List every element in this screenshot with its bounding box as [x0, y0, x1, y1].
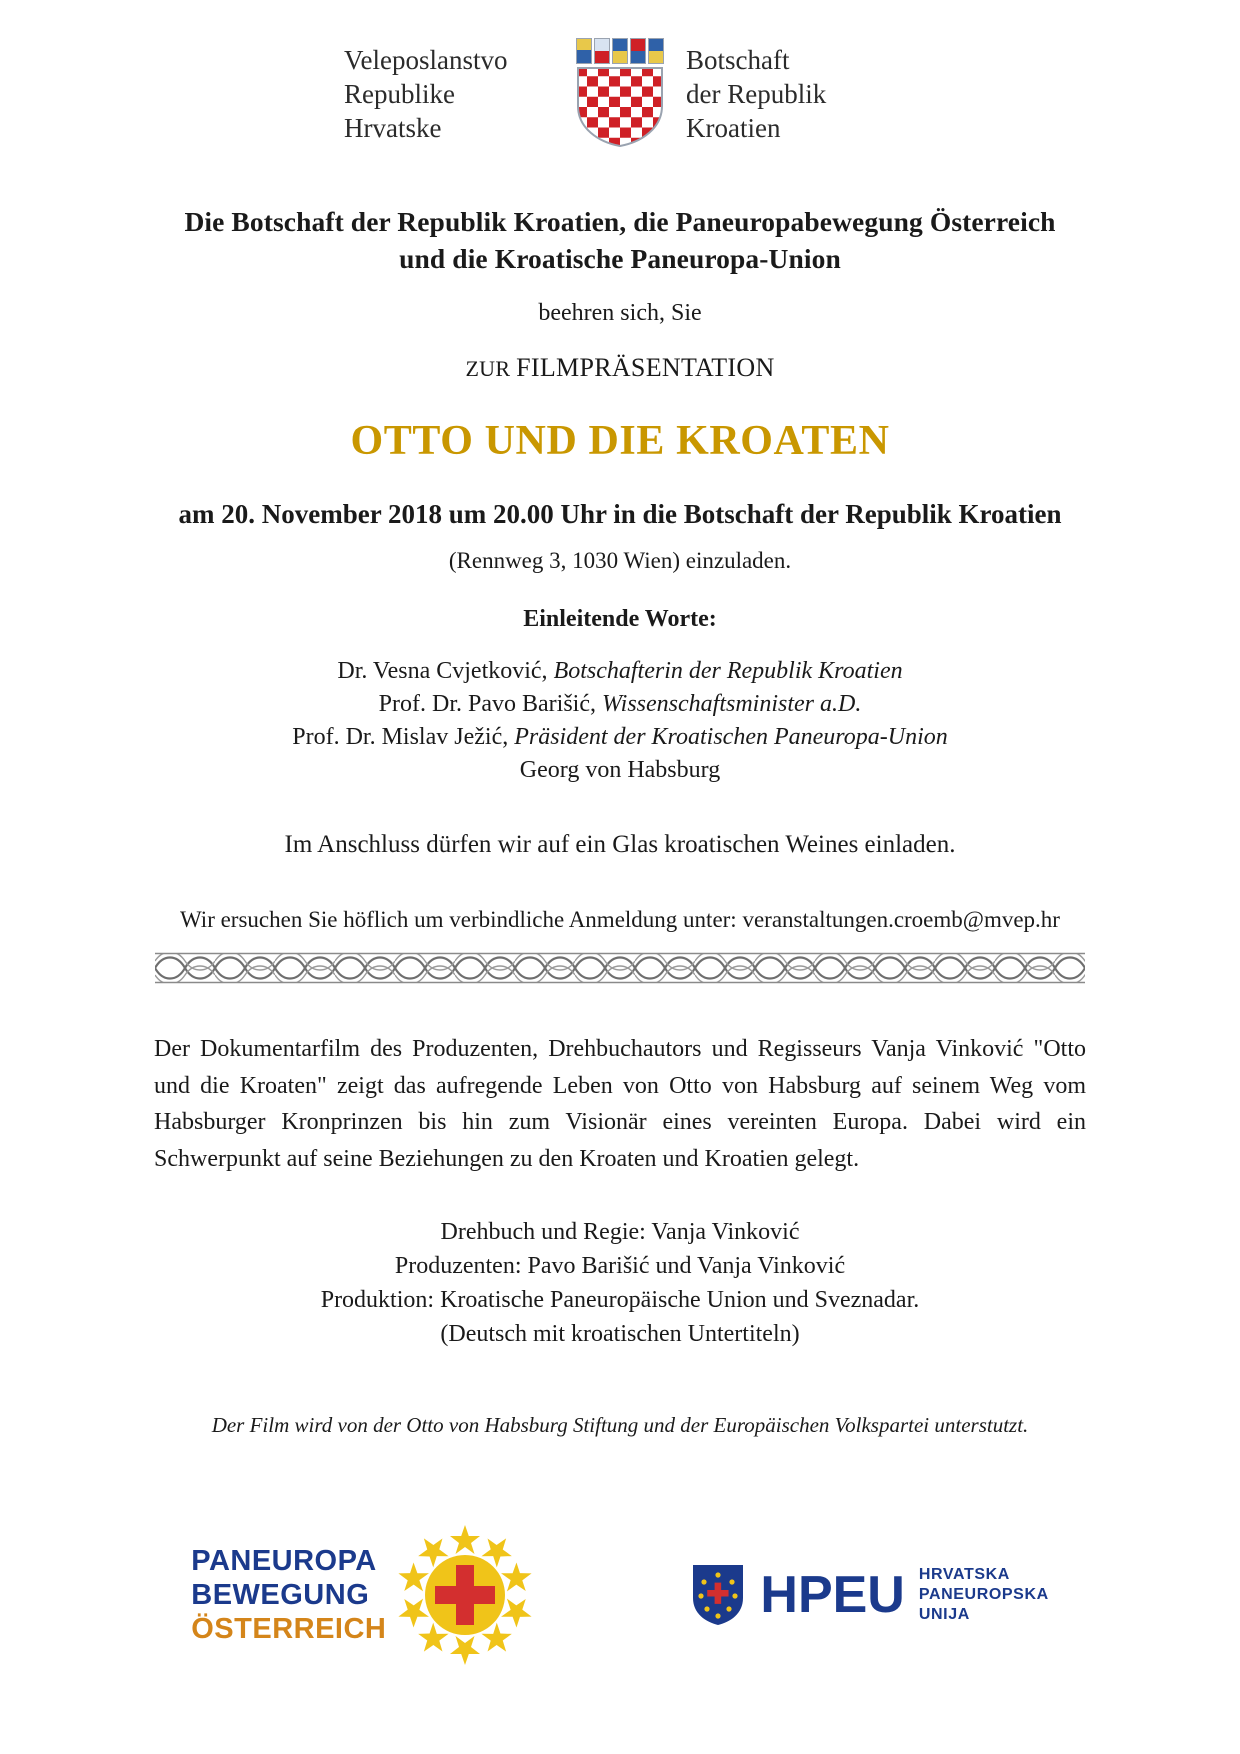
speaker-name: Prof. Dr. Pavo Barišić,	[378, 690, 596, 717]
letterhead-german-line1: Botschaft	[686, 44, 790, 75]
hpeu-acronym: HPEU	[760, 1566, 905, 1624]
braid-divider	[155, 951, 1085, 985]
letterhead-german	[686, 43, 896, 145]
list-item: Produzenten: Pavo Barišić und Vanja Vinković	[394, 1253, 846, 1280]
croatian-coat-of-arms-icon	[572, 38, 668, 150]
list-item	[0, 721, 1240, 754]
list-item: (Deutsch mit kroatischen Untertiteln)	[440, 1321, 800, 1348]
list-item: Drehbuch und Regie: Vanja Vinković	[440, 1219, 800, 1245]
speakers-heading: Einleitende Worte:	[523, 605, 717, 632]
hpeu-shield-icon	[690, 1562, 746, 1628]
hpeu-fullname-line3: UNIJA	[918, 1606, 970, 1623]
letterhead-croatian-line1: Veleposlanstvo	[344, 44, 508, 75]
speaker-name: Prof. Dr. Mislav Ježić,	[292, 723, 509, 750]
speakers-list	[0, 655, 1240, 787]
letterhead-croatian	[344, 43, 554, 145]
letterhead-croatian-line2: Republike	[344, 78, 455, 109]
paneuropa-line2: BEWEGUNG	[191, 1578, 370, 1611]
occasion-main: FILMPRÄSENTATION	[516, 352, 775, 382]
letterhead	[0, 0, 1240, 150]
paneuropa-line1: PANEUROPA	[191, 1544, 377, 1577]
speaker-role: Botschafterin der Republik Kroatien	[553, 657, 903, 684]
paneuropa-logo	[191, 1520, 540, 1670]
film-credits	[0, 1215, 1240, 1351]
event-datetime: am 20. November 2018 um 20.00 Uhr in die Botschaft der Republik Kroatien	[178, 498, 1062, 529]
letterhead-german-line3: Kroatien	[686, 113, 781, 143]
film-description: Der Dokumentarfilm des Produzenten, Drehbuchautors und Regisseurs Vanja Vinković "Otto und die Kroaten" zeigt das aufregende Leben von Otto von Habsburg auf seinem Weg vom Habsburger Kronprinzen bis hin zum Visionär eines vereinten Europa. Dabei wird ein Schwerpunkt auf seine Beziehungen zu den Kroaten und Kroatien gelegt.	[154, 1036, 1086, 1172]
speaker-role: Präsident der Kroatischen Paneuropa-Union	[514, 723, 948, 750]
host-line-2: und die Kroatische Paneuropa-Union	[399, 242, 841, 274]
occasion-prefix: ZUR	[465, 355, 517, 381]
braid-ornament-icon	[155, 951, 1085, 985]
paneuropa-cross-sun-stars-icon	[390, 1520, 540, 1670]
footer-logos	[0, 1520, 1240, 1670]
event-address: (Rennweg 3, 1030 Wien) einzuladen.	[448, 547, 792, 573]
hpeu-fullname-line2: PANEUROPSKA	[918, 1586, 1049, 1603]
coat-crown	[576, 38, 664, 64]
paneuropa-wordmark	[191, 1544, 386, 1647]
occasion-line	[0, 353, 1240, 383]
host-line-1: Die Botschaft der Republik Kroatien, die Paneuropabewegung Österreich	[184, 206, 1056, 237]
coat-shield	[576, 66, 664, 148]
list-item	[0, 655, 1240, 688]
speaker-name: Georg von Habsburg	[519, 757, 721, 784]
reception-note: Im Anschluss dürfen wir auf ein Glas kroatischen Weines einladen.	[284, 831, 956, 859]
letterhead-croatian-line3: Hrvatske	[344, 113, 442, 143]
list-item: Produktion: Kroatische Paneuropäische Union und Sveznadar.	[320, 1287, 920, 1314]
speaker-role: Wissenschaftsminister a.D.	[601, 690, 862, 717]
host-organizations	[0, 204, 1240, 278]
rsvp-note: Wir ersuchen Sie höflich um verbindliche Anmeldung unter: veranstaltungen.croemb@mvep.hr	[180, 907, 1060, 933]
film-support-note: Der Film wird von der Otto von Habsburg Stiftung und der Europäischen Volkspartei unterstutzt.	[211, 1413, 1029, 1438]
list-item	[0, 754, 1240, 787]
invitation-verb: beehren sich, Sie	[538, 299, 702, 326]
letterhead-german-line2: der Republik	[686, 78, 827, 109]
hpeu-logo	[690, 1562, 1048, 1628]
hpeu-fullname	[919, 1565, 1049, 1625]
speaker-name: Dr. Vesna Cvjetković,	[337, 657, 548, 684]
paneuropa-line3: ÖSTERREICH	[191, 1613, 387, 1646]
hpeu-fullname-line1: HRVATSKA	[918, 1566, 1010, 1583]
film-title: OTTO UND DIE KROATEN	[350, 417, 890, 464]
list-item	[0, 688, 1240, 721]
